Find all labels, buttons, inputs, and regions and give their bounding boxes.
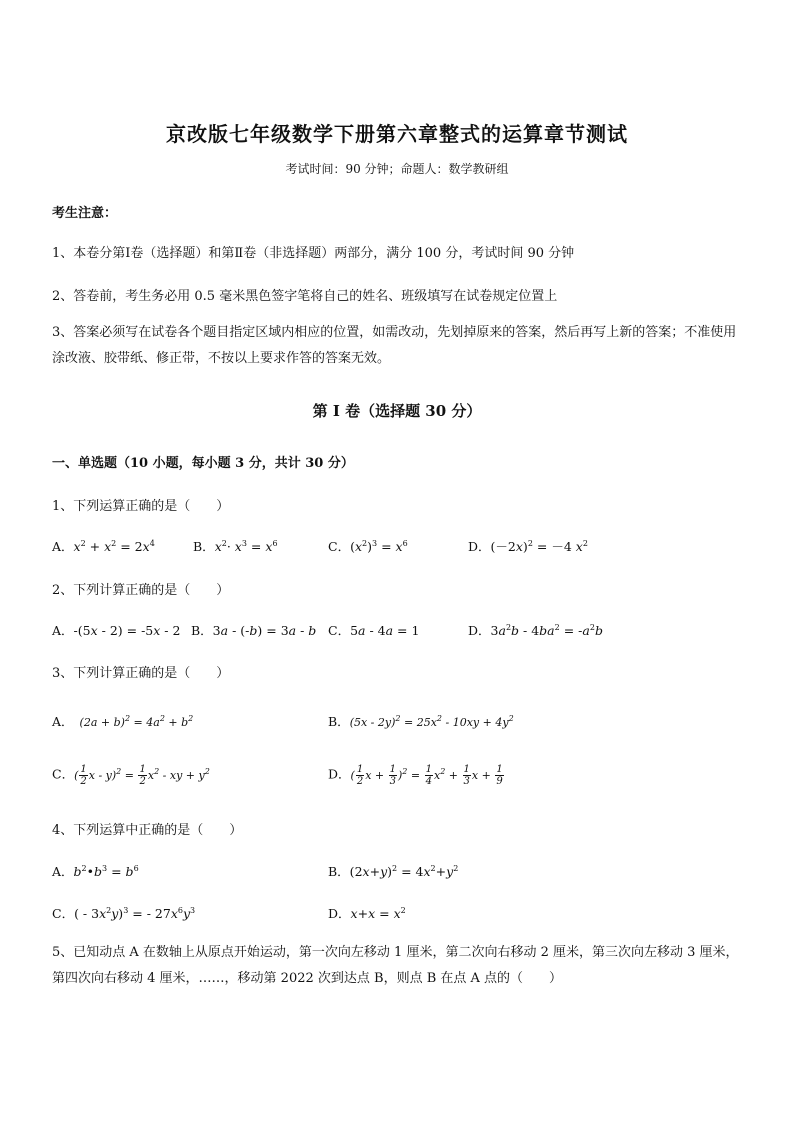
question-4-option-c: C．( - $3x^2y)^3$ = - $27x^6y^3$ — [52, 906, 196, 921]
exam-info: 考试时间：90 分钟；命题人：数学教研组 — [285, 162, 509, 176]
section-title: 第 I 卷（选择题 30 分） — [312, 402, 482, 420]
notice-item-2: 2、答卷前，考生务必用 0.5 毫米黑色签字笔将自己的姓名、班级填写在试卷规定位置上 — [52, 289, 558, 304]
question-3-option-c: C．( $\frac{1}{2}$ x - y)$^2$ = $\frac{1}{2}$ $x^2$ - xy + $y^2$ — [52, 764, 210, 787]
part-heading: 一、单选题（10 小题，每小题 3 分，共计 30 分） — [52, 456, 354, 471]
question-4-option-a: A．$b^2•b^3 = b^6$ — [52, 864, 139, 879]
question-2-option-c: C．5a - 4a = 1 — [328, 623, 420, 638]
question-2-stem: 2、下列计算正确的是（ ） — [52, 583, 230, 598]
notice-item-1: 1、本卷分第Ⅰ卷（选择题）和第Ⅱ卷（非选择题）两部分，满分 100 分，考试时间 90 分钟 — [52, 246, 575, 261]
question-1-option-c: C．$(x^2)^3 = x^6$ — [328, 539, 408, 554]
notice-item-3: 3、答案必须写在试卷各个题目指定区域内相应的位置，如需改动，先划掉原来的答案，然后再写上新的答案；不准使用涂改液、胶带纸、修正带，不按以上要求作答的答案无效。 — [52, 325, 737, 366]
question-2-option-b: B．3a - (-b) = 3a - b — [191, 623, 317, 638]
question-3-option-b: B．$(5x - 2y)^2 = 25x^2 - 10xy + 4y^2$ — [328, 714, 514, 729]
page-title: 京改版七年级数学下册第六章整式的运算章节测试 — [166, 122, 628, 146]
question-2-option-a: A．-(5x - 2) = -5x - 2 — [52, 623, 181, 638]
question-4-option-b: B．$(2x+y)^2 = 4x^2+y^2$ — [328, 864, 459, 879]
question-1-stem: 1、下列运算正确的是（ ） — [52, 499, 230, 514]
question-4-option-d: D．$x+x = x^2$ — [328, 906, 406, 921]
question-3-stem: 3、下列计算正确的是（ ） — [52, 666, 230, 681]
question-1-option-a: A．$x^2 + x^2 = 2x^4$ — [52, 539, 155, 554]
notice-heading: 考生注意： — [52, 206, 118, 221]
question-5-stem: 5、已知动点 A 在数轴上从原点开始运动，第一次向左移动 1 厘米，第二次向右移动 2 厘米，第三次向左移动 3 厘米，第四次向右移动 4 厘米，……，移动第 2022 次到达点 B，则点 B 在点 A 点的（ ） — [52, 945, 739, 986]
question-1-option-d: D．$(-2x)^2 = -4$ $x^2$ — [468, 539, 588, 554]
question-1-option-b: B．$x^2\cdot x^3 = x^6$ — [193, 539, 278, 554]
question-4-stem: 4、下列运算中正确的是（ ） — [52, 823, 243, 838]
question-3-option-a: A． $(2a + b)^2 = 4a^2 + b^2$ — [52, 714, 194, 729]
question-3-option-d: D．( $\frac{1}{2}$ x + $\frac{1}{3}$ )$^2$ = $\frac{1}{4}$ $x^2$ + $\frac{1}{3}$ x + $\frac{1}{9}$ — [328, 764, 503, 787]
question-2-option-d: D．$3a^2b - 4ba^2 = -a^2b$ — [468, 623, 603, 638]
